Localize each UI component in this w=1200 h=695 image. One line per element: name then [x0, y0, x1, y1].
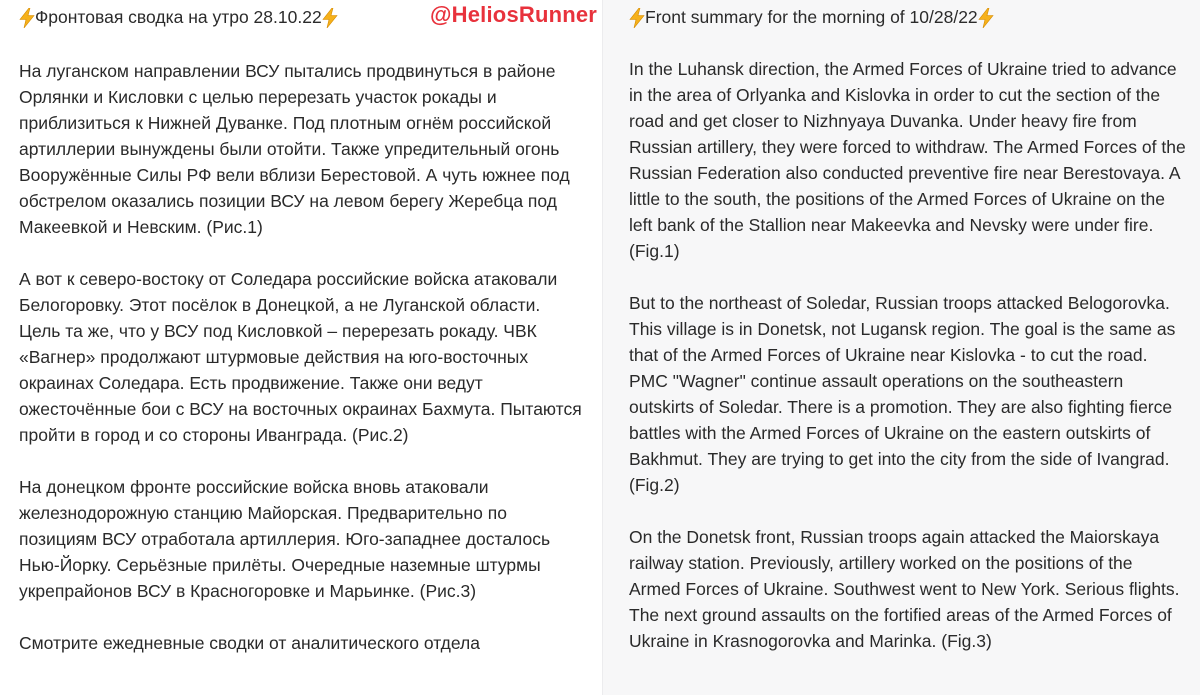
english-paragraph: In the Luhansk direction, the Armed Forces of Ukraine tried to advance in the area of Orlyanka and Kislovka in order to cut the section of the road and get closer to Nizhnyaya Duvanka. Under heavy fire from Russian artillery, they were forced to withdraw. The Armed Forces of the Russian Federation also conducted preventive fire near Berestovaya. A little to the south, the positions of the Armed Forces of Ukraine on the left bank of the Stallion near Makeevka and Nevsky were under fire. (Fig.1) — [629, 59, 1186, 261]
lightning-bolt-icon — [322, 8, 338, 28]
english-paragraph: But to the northeast of Soledar, Russian troops attacked Belogorovka. This village is in Donetsk, not Lugansk region. The goal is the same as that of the Armed Forces of Ukraine near Kislovka - to cut the road. PMC "Wagner" continue assault operations on the southeastern outskirts of Soledar. There is a promotion. They are also fighting fierce battles with the Armed Forces of Ukraine on the eastern outskirts of Bakhmut. They are trying to get into the city from the side of Ivangrad. (Fig.2) — [629, 293, 1176, 495]
russian-paragraph: Смотрите ежедневные сводки от аналитического отдела — [19, 633, 480, 653]
lightning-bolt-icon — [629, 8, 645, 28]
english-paragraph: On the Donetsk front, Russian troops again attacked the Maiorskaya railway station. Previously, artillery worked on the positions of the Armed Forces of Ukraine. Southwest went to New York. Serious flights. The next ground assaults on the fortified areas of the Armed Forces of Ukraine in Krasnogorovka and Marinka. (Fig.3) — [629, 527, 1180, 651]
english-translation-panel — [602, 0, 1200, 695]
russian-paragraph: На луганском направлении ВСУ пытались продвинуться в районе Орлянки и Кисловки с целью перерезать участок рокады и приблизиться к Нижней Дуванке. Под плотным огнём российской артиллерии вынуждены были отойти. Также упредительный огонь Вооружённые Силы РФ вели вблизи Берестовой. А чуть южнее под обстрелом оказались позиции ВСУ на левом берегу Жеребца под Макеевкой и Невским. (Рис.1) — [19, 61, 570, 237]
russian-paragraph: А вот к северо-востоку от Соледара российские войска атаковали Белогоровку. Этот посёлок в Донецкой, а не Луганской области. Цель та же, что у ВСУ под Кисловкой – перерезать рокаду. ЧВК «Вагнер» продолжают штурмовые действия на юго-восточных окраинах Соледара. Есть продвижение. Также они ведут ожесточённые бои с ВСУ на восточных окраинах Бахмута. Пытаются пройти в город и со стороны Иванграда. (Рис.2) — [19, 269, 582, 445]
source-handle: @HeliosRunner — [430, 2, 598, 27]
lightning-bolt-icon — [978, 8, 994, 28]
russian-title: Фронтовая сводка на утро 28.10.22 — [35, 6, 322, 27]
lightning-bolt-icon — [19, 8, 35, 28]
russian-paragraph: На донецком фронте российские войска вновь атаковали железнодорожную станцию Майорская. Предварительно по позициям ВСУ отработала артиллерия. Юго-западнее досталось Нью-Йорку. Серьёзные прилёты. Очередные наземные штурмы укрепрайонов ВСУ в Красногоровке и Марьинке. (Рис.3) — [19, 477, 551, 601]
english-title-row — [629, 0, 1186, 34]
english-title: Front summary for the morning of 10/28/22 — [645, 6, 978, 27]
